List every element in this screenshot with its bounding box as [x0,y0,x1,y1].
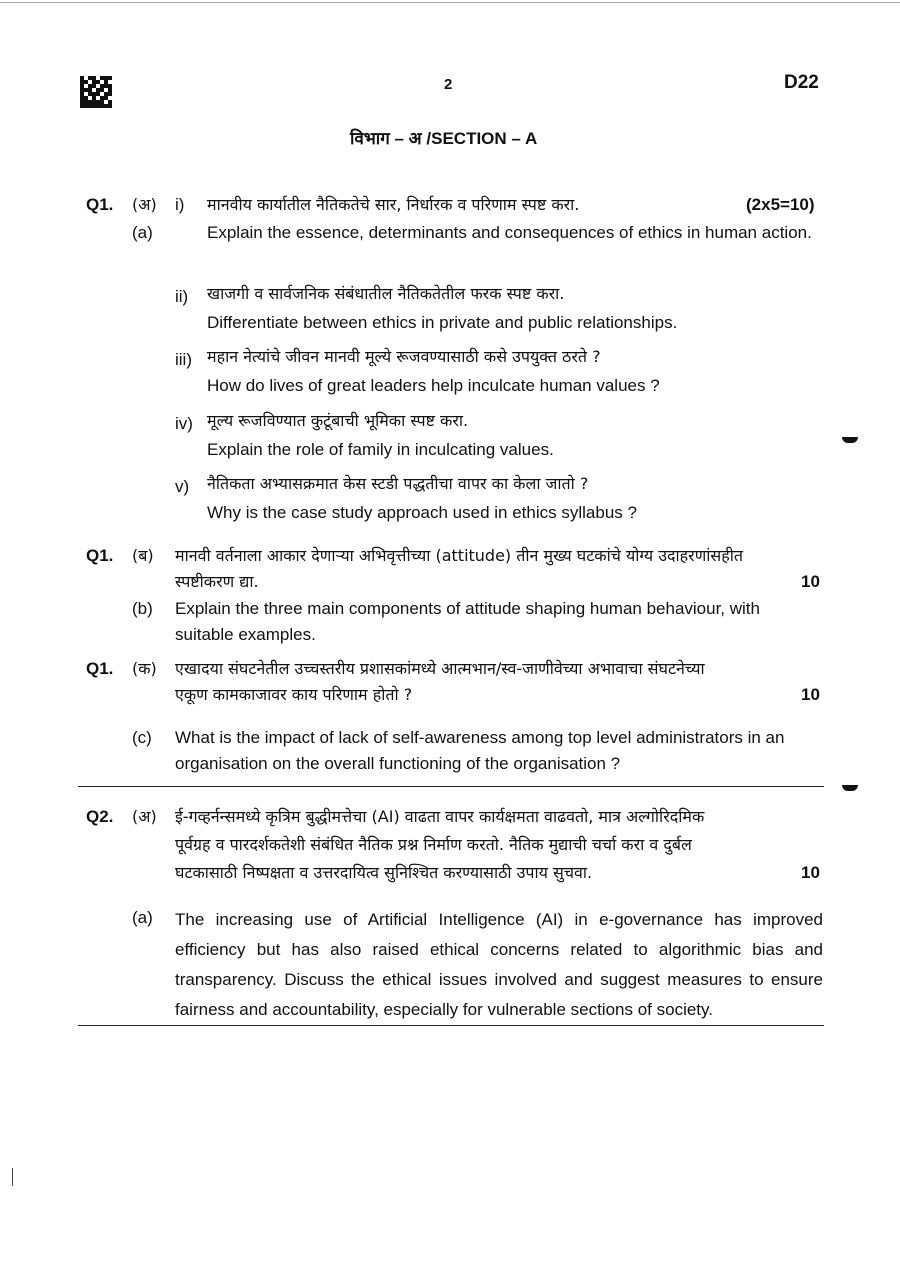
q1c-label-en: (c) [132,728,152,747]
q2-label-en: (a) [132,908,153,927]
q1-subpart-mr: महान नेत्यांचे जीवन मानवी मूल्ये रूजवण्यासाठी कसे उपयुक्त ठरते ? [207,347,601,366]
paper-code: D22 [784,72,819,93]
q1-subpart-label: iii) [175,350,192,369]
q1c-number: Q1. [86,659,114,678]
q1-subpart-en: Explain the role of family in inculcating values. [207,440,554,459]
q1-subpart-mr: मूल्य रूजविण्यात कुटूंबाची भूमिका स्पष्ट करा. [207,411,469,430]
q1-subpart-label: iv) [175,414,193,433]
q1c-label-mr: (क) [132,659,157,678]
q1c-text-mr: एखादया संघटनेतील उच्चस्तरीय प्रशासकांमध्ये आत्मभान/स्व-जाणीवेच्या अभावाचा संघटनेच्या [175,659,705,678]
q1-subpart-en: Why is the case study approach used in ethics syllabus ? [207,503,637,522]
q2-text-mr-cont: पूर्वग्रह व पारदर्शकतेशी संबंधित नैतिक प्रश्न निर्माण करतो. नैतिक मुद्याची चर्चा करा व दुर्बल [175,835,692,854]
q1b-text-en: Explain the three main components of attitude shaping human behaviour, with suitable examples. [175,599,760,644]
q1-subpart-label: v) [175,477,190,496]
q1c-text-mr-cont: एकूण कामकाजावर काय परिणाम होतो ? [175,685,413,704]
q1-subpart-en: Explain the essence, determinants and consequences of ethics in human action. [207,223,812,242]
q2-text-en: The increasing use of Artificial Intelligence (AI) in e-governance has improved efficiency but has also raised ethical concerns related to algorithmic bias and transparency. Discuss the ethical issues involved and suggest measures to ensure fairness and accountability, especially for vulnerable sections of society. [175,910,823,1019]
q1-part-a-label-mr: (अ) [132,195,157,214]
q1b-text-mr-cont: स्पष्टीकरण द्या. [175,572,259,591]
datamatrix-code-icon [80,76,112,108]
q2-number: Q2. [86,807,114,826]
q1-subpart-mr: मानवीय कार्यातील नैतिकतेचे सार, निर्धारक व परिणाम स्पष्ट करा. [207,195,580,214]
q1-marks: (2x5=10) [746,195,815,214]
page-number: 2 [444,76,453,93]
q1b-number: Q1. [86,546,114,565]
q1b-label-mr: (ब) [132,546,154,565]
scan-mark-icon [842,785,858,791]
scan-edge-mark [12,1168,13,1186]
q1-subpart-mr: खाजगी व सार्वजनिक संबंधातील नैतिकतेतील फरक स्पष्ट करा. [207,284,565,303]
q1b-label-en: (b) [132,599,153,618]
q2-marks: 10 [801,863,820,882]
q1b-marks: 10 [801,572,820,591]
q2-text-mr-cont: घटकासाठी निष्पक्षता व उत्तरदायित्व सुनिश्चित करण्यासाठी उपाय सुचवा. [175,863,593,882]
q2-label-mr: (अ) [132,807,157,826]
q1-subpart-label: ii) [175,287,189,306]
q1b-text-mr: मानवी वर्तनाला आकार देणाऱ्या अभिवृत्तीच्या (attitude) तीन मुख्य घटकांचे योग्य उदाहरणांसहीत [175,546,743,565]
q1-subpart-en: How do lives of great leaders help inculcate human values ? [207,376,660,395]
q1-subpart-label: i) [175,195,185,214]
q1-number: Q1. [86,195,114,214]
bottom-divider [78,1025,824,1026]
q1c-marks: 10 [801,685,820,704]
section-title: विभाग – अ /SECTION – A [350,129,538,148]
q2-text-mr: ई-गव्हर्नन्समध्ये कृत्रिम बुद्धीमत्तेचा (AI) वाढता वापर कार्यक्षमता वाढवतो, मात्र अल्गोरिदमिक [175,807,705,826]
q1c-text-en: What is the impact of lack of self-awareness among top level administrators in an organisation on the overall functioning of the organisation ? [175,728,785,773]
top-edge-line [0,2,900,3]
q1-subpart-mr: नैतिकता अभ्यासक्रमात केस स्टडी पद्धतीचा वापर का केला जातो ? [207,474,589,493]
section-divider [78,786,824,787]
q1-subpart-en: Differentiate between ethics in private and public relationships. [207,313,678,332]
q1-part-a-label-en: (a) [132,223,153,242]
scan-mark-icon [842,437,858,443]
